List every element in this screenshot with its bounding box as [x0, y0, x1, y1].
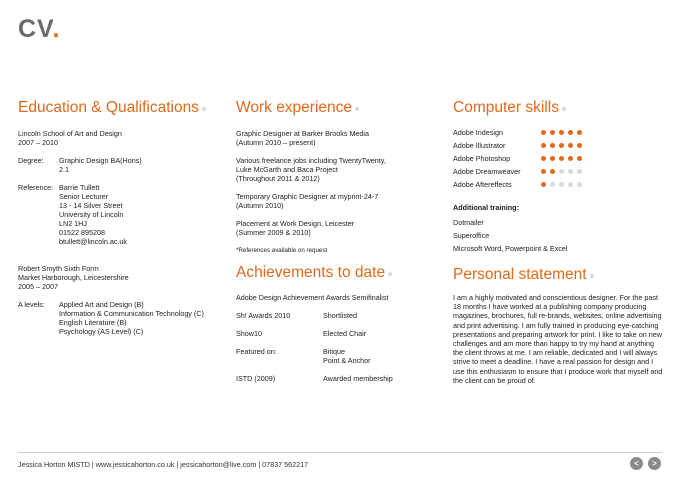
- achievements-heading: Achievements to date: [236, 264, 441, 282]
- job-line: (Throughout 2011 & 2012): [236, 174, 320, 183]
- rating-dot-filled-icon: [550, 156, 555, 161]
- alevels-label: A levels:: [18, 300, 45, 309]
- heading-dot-icon: [388, 272, 392, 276]
- job-line: (Autumn 2010): [236, 201, 284, 210]
- training-item: Microsoft Word, Powerpoint & Excel: [453, 244, 568, 253]
- references-note: *References available on request: [236, 247, 328, 254]
- rating-dot-empty-icon: [559, 182, 564, 187]
- rating-dot-empty-icon: [568, 169, 573, 174]
- heading-dot-icon: [590, 274, 594, 278]
- school-place: Market Harborough, Leicestershire: [18, 273, 129, 282]
- rating-dot-filled-icon: [541, 169, 546, 174]
- footer-contact: Jessica Horton MISTD | www.jessicahorton.co.uk | jessicahorton@live.com | 07837 562217: [18, 460, 309, 469]
- work-heading: Work experience: [236, 99, 441, 117]
- personal-heading: Personal statement: [453, 266, 663, 284]
- achievement-value: Awarded membership: [323, 374, 393, 383]
- skills-heading: Computer skills: [453, 99, 663, 117]
- heading-dot-icon: [562, 107, 566, 111]
- rating-dot-filled-icon: [559, 130, 564, 135]
- achievement-label: Show10: [236, 329, 262, 338]
- skills-column: [453, 99, 663, 385]
- rating-dot-empty-icon: [559, 169, 564, 174]
- achievement-label: Featured on:: [236, 347, 277, 356]
- training-title: Additional training:: [453, 203, 519, 212]
- rating-dot-filled-icon: [568, 130, 573, 135]
- alevel-item: Information & Communication Technology (C): [59, 309, 204, 318]
- rating-dot-filled-icon: [550, 169, 555, 174]
- heading-dot-icon: [355, 107, 359, 111]
- skills-list: [453, 126, 663, 191]
- training-item: Dotmailer: [453, 218, 484, 227]
- rating-dot-filled-icon: [568, 143, 573, 148]
- skill-name: Adobe Photoshop: [453, 154, 511, 163]
- achievement-top: Adobe Design Achievement Awards Semifinalist: [236, 293, 389, 302]
- heading-dot-icon: [202, 107, 206, 111]
- degree-label: Degree:: [18, 156, 44, 165]
- skill-name: Adobe Aftereffects: [453, 180, 512, 189]
- school-years: 2005 – 2007: [18, 282, 58, 291]
- rating-dot-empty-icon: [550, 182, 555, 187]
- job-line: Graphic Designer at Barker Brooks Media: [236, 129, 370, 138]
- skill-rating: [541, 182, 582, 187]
- school-years: 2007 – 2010: [18, 138, 58, 147]
- alevel-item: Psychology (AS Level) (C): [59, 327, 144, 336]
- job-line: (Autumn 2010 – present): [236, 138, 316, 147]
- rating-dot-empty-icon: [568, 182, 573, 187]
- rating-dot-filled-icon: [550, 130, 555, 135]
- cv-logo: CV.: [18, 15, 61, 43]
- rating-dot-filled-icon: [559, 143, 564, 148]
- skill-name: Adobe Dreamweaver: [453, 167, 521, 176]
- alevel-item: Applied Art and Design (B): [59, 300, 144, 309]
- rating-dot-empty-icon: [577, 169, 582, 174]
- skill-row: [453, 178, 663, 191]
- rating-dot-filled-icon: [550, 143, 555, 148]
- rating-dot-filled-icon: [559, 156, 564, 161]
- achievement-value: Bitique: [323, 347, 345, 356]
- rating-dot-filled-icon: [577, 156, 582, 161]
- school-name: Robert Smyth Sixth Form: [18, 264, 99, 273]
- job-line: Placement at Work Design, Leicester: [236, 219, 355, 228]
- work-column: [236, 99, 441, 392]
- reference-line: Barrie Tullett: [59, 183, 100, 192]
- rating-dot-filled-icon: [577, 130, 582, 135]
- job-line: Various freelance jobs including TwentyTwenty,: [236, 156, 386, 165]
- skill-rating: [541, 156, 582, 161]
- job-line: Luke McGarth and Baca Project: [236, 165, 338, 174]
- reference-line: LN2 1HJ: [59, 219, 87, 228]
- personal-statement: I am a highly motivated and conscientious designer. For the past 18 months I have worked at a publishing company producing magazines, brochures, full re-brands, websites, online advertising and print advertising. I am fully trained in producing eye-catching presentations and preparing artwork for print. I like to take on new challenges and am more than happy to try my hand at anything the client throws at me. I am reliable, dedicated and I will always strive to meet a deadline. I have a real passion for design and I use this enthusiasm to ensure that I produce work that myself and the client can be proud of.: [453, 293, 663, 385]
- education-heading: Education & Qualifications: [18, 99, 223, 117]
- skill-row: [453, 139, 663, 152]
- prev-page-button[interactable]: <: [630, 457, 643, 470]
- achievement-label: ISTD (2009): [236, 374, 276, 383]
- skill-rating: [541, 143, 582, 148]
- rating-dot-empty-icon: [577, 182, 582, 187]
- alevel-item: English Literature (B): [59, 318, 127, 327]
- rating-dot-filled-icon: [541, 143, 546, 148]
- degree-grade: 2.1: [59, 165, 69, 174]
- rating-dot-filled-icon: [577, 143, 582, 148]
- reference-label: Reference:: [18, 183, 54, 192]
- reference-line: Senior Lecturer: [59, 192, 109, 201]
- skill-name: Adobe Indesign: [453, 128, 503, 137]
- skill-row: [453, 165, 663, 178]
- school-name: Lincoln School of Art and Design: [18, 129, 122, 138]
- achievement-label: Sh! Awards 2010: [236, 311, 291, 320]
- next-page-button[interactable]: >: [648, 457, 661, 470]
- footer-divider: [18, 452, 662, 453]
- degree-value: Graphic Design BA(Hons): [59, 156, 142, 165]
- rating-dot-filled-icon: [541, 182, 546, 187]
- reference-line: 13 - 14 Silver Street: [59, 201, 123, 210]
- rating-dot-filled-icon: [568, 156, 573, 161]
- rating-dot-filled-icon: [541, 130, 546, 135]
- reference-email: btullett@lincoln.ac.uk: [59, 237, 128, 246]
- skill-name: Adobe Illustrator: [453, 141, 506, 150]
- training-item: Superoffice: [453, 231, 490, 240]
- job-line: Temporary Graphic Designer at myprint-24-7: [236, 192, 379, 201]
- skill-rating: [541, 130, 582, 135]
- rating-dot-filled-icon: [541, 156, 546, 161]
- skill-row: [453, 152, 663, 165]
- reference-line: University of Lincoln: [59, 210, 124, 219]
- skill-rating: [541, 169, 582, 174]
- achievement-value: Shortlisted: [323, 311, 357, 320]
- job-line: (Summer 2009 & 2010): [236, 228, 311, 237]
- reference-line: 01522 895208: [59, 228, 105, 237]
- skill-row: [453, 126, 663, 139]
- achievement-value: Elected Chair: [323, 329, 367, 338]
- education-column: [18, 99, 223, 336]
- achievement-value: Point & Anchor: [323, 356, 371, 365]
